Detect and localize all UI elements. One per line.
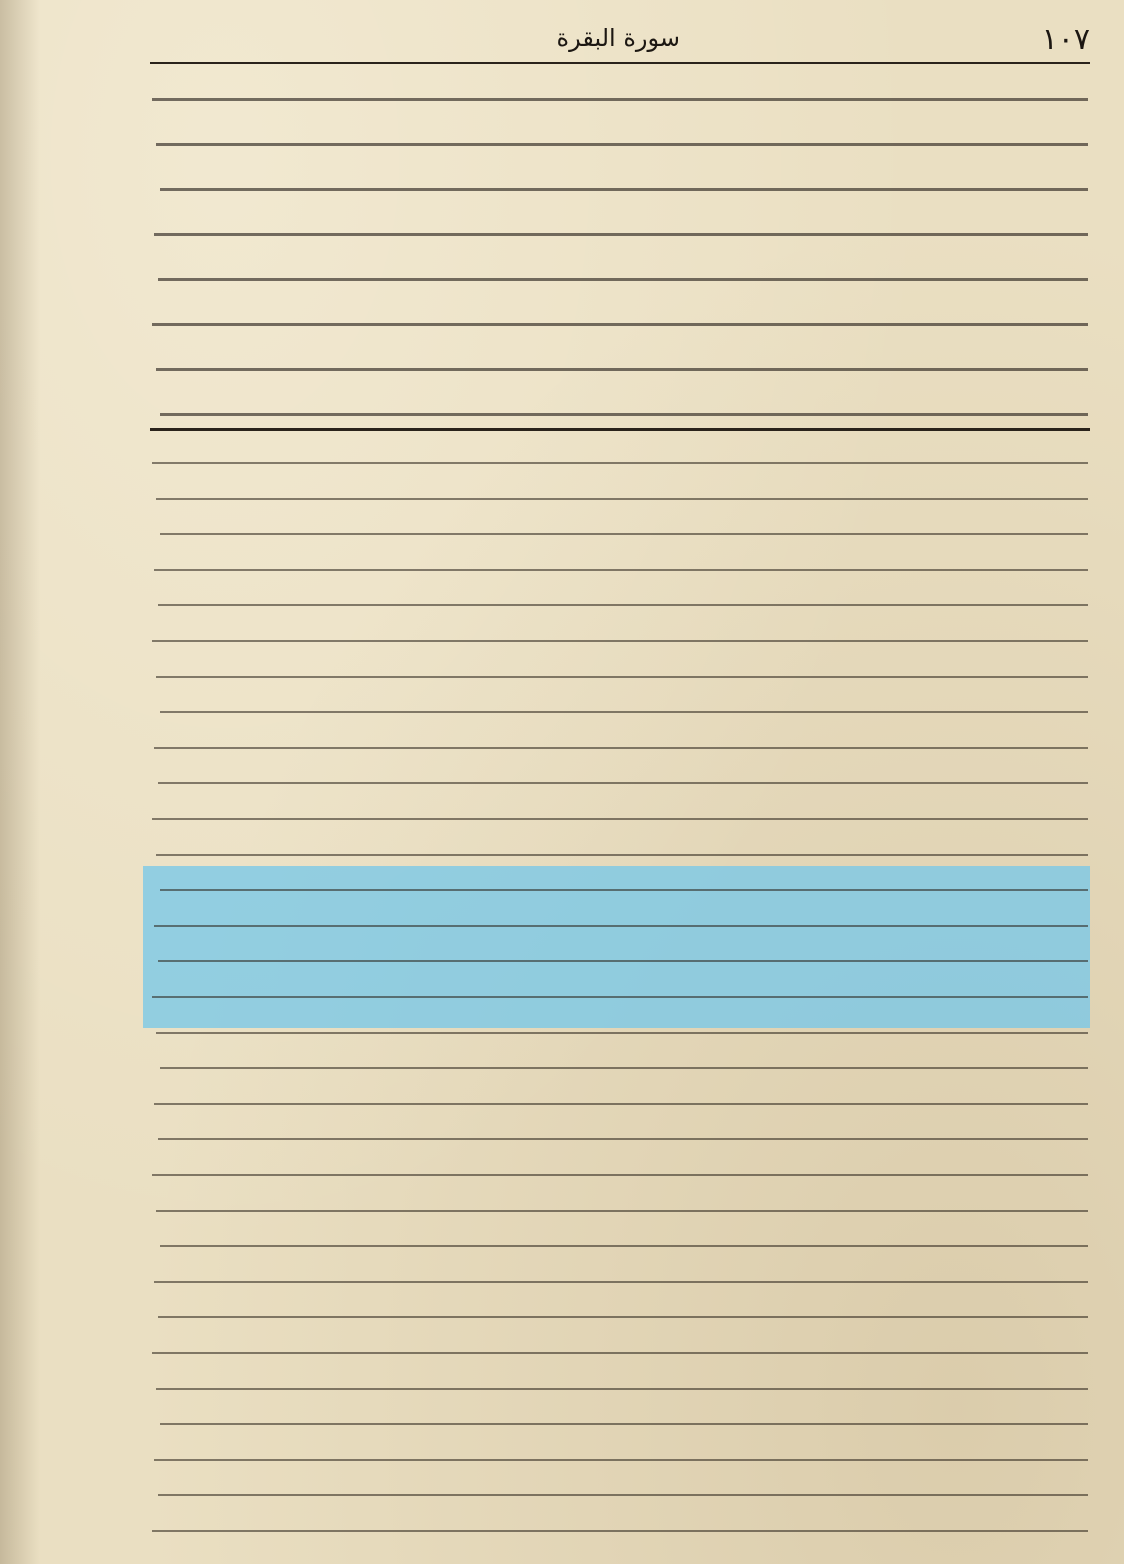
commentary-line <box>156 854 1088 856</box>
commentary-line <box>158 1138 1088 1140</box>
commentary-line <box>154 747 1088 749</box>
commentary-line <box>158 960 1088 962</box>
commentary-line <box>154 1459 1088 1461</box>
tafsir-line <box>152 98 1088 101</box>
commentary-line <box>160 533 1088 535</box>
surah-title: سورة البقرة <box>556 24 680 52</box>
commentary-line <box>156 1388 1088 1390</box>
commentary-line <box>154 1103 1088 1105</box>
commentary-line <box>160 1245 1088 1247</box>
commentary-line <box>152 640 1088 642</box>
commentary-line <box>154 569 1088 571</box>
tafsir-line <box>156 143 1088 146</box>
section-divider <box>150 428 1090 431</box>
commentary-line <box>154 1281 1088 1283</box>
header-rule <box>150 62 1090 64</box>
tafsir-line <box>152 323 1088 326</box>
tafsir-line <box>160 188 1088 191</box>
tafsir-line <box>160 413 1088 416</box>
running-header <box>150 18 1090 62</box>
page-number: ١٠٧ <box>1041 22 1090 57</box>
commentary-line <box>158 1494 1088 1496</box>
commentary-line <box>156 1032 1088 1034</box>
commentary-line <box>156 676 1088 678</box>
commentary-line <box>158 604 1088 606</box>
commentary-line <box>152 818 1088 820</box>
commentary-line <box>156 498 1088 500</box>
commentary-line <box>160 1423 1088 1425</box>
commentary-line <box>160 889 1088 891</box>
commentary-line <box>152 996 1088 998</box>
commentary-line <box>154 925 1088 927</box>
commentary-line <box>152 462 1088 464</box>
binding-shadow <box>0 0 40 1564</box>
tafsir-line <box>154 233 1088 236</box>
commentary-line <box>160 711 1088 713</box>
commentary-line <box>152 1352 1088 1354</box>
tafsir-line <box>156 368 1088 371</box>
commentary-line <box>156 1210 1088 1212</box>
commentary-line <box>160 1067 1088 1069</box>
commentary-line <box>152 1174 1088 1176</box>
commentary-line <box>158 782 1088 784</box>
commentary-line <box>152 1530 1088 1532</box>
commentary-line <box>158 1316 1088 1318</box>
tafsir-line <box>158 278 1088 281</box>
